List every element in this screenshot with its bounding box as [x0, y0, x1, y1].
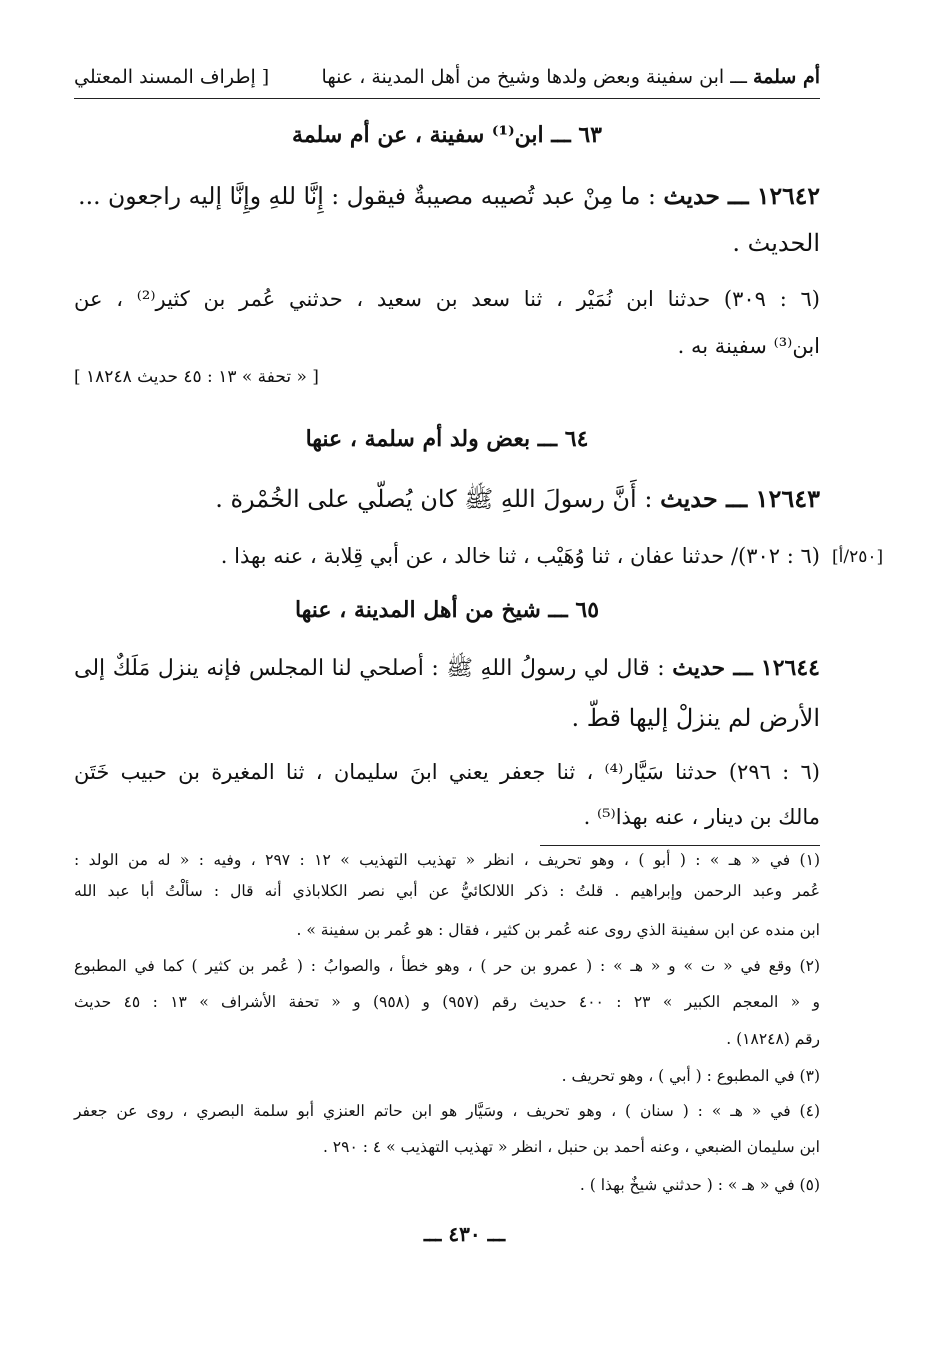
footnote-1-line-3: ابن منده عن ابن سفينة الذي روى عنه عُمر بن كثير ، فقال : هو عُمر بن سفينة » .: [296, 921, 820, 939]
footnote-1-line-1: (١) في « هـ » : ( أبو ) ، وهو تحريف ، انظر « تهذيب التهذيب » ١٢ : ٢٩٧ ، وفيه : « له من الولد :: [74, 851, 820, 869]
hadith-12644-line-2: الأرض لم ينزلْ إليها قطّ .: [571, 704, 820, 732]
tuhfa-reference: [ « تحفة » ١٣ : ٤٥ حديث ١٨٢٤٨ ]: [74, 367, 319, 387]
hadith-text: : ما مِنْ عبد تُصيبه مصيبةٌ فيقول : إِنَّا للهِ وإِنَّا إليه راجعون ...: [78, 182, 664, 210]
header-title-bold: أم سلمة: [752, 66, 820, 88]
hadith-12642-line-2: الحديث .: [732, 229, 820, 257]
chapter-heading-64: ٦٤ ـــ بعض ولد أم سلمة ، عنها: [305, 426, 589, 452]
page-number: ـــ ٤٣٠ ـــ: [423, 1222, 506, 1246]
hadith-number: ١٢٦٤٢ ـــ حديث: [663, 182, 820, 210]
footnote-separator: [540, 845, 820, 846]
chapter-heading-63: ٦٣ ـــ ابن⁽¹⁾ سفينة ، عن أم سلمة: [292, 122, 602, 148]
footnote-2-line-3: رقم (١٨٢٤٨) .: [726, 1030, 820, 1048]
footnote-4-line-2: ابن سليمان الضبعي ، وعنه أحمد بن حنبل ، انظر « تهذيب التهذيب » ٤ : ٢٩٠ .: [322, 1138, 820, 1156]
isnad-12644-line-2: مالك بن دينار ، عنه بهذا⁽⁵⁾ .: [583, 805, 820, 829]
isnad-12642-line-1: (٦ : ٣٠٩) حدثنا ابن نُمَيْر ، ثنا سعد بن سعيد ، حدثني عُمر بن كثير⁽²⁾ ، عن: [74, 287, 820, 311]
hadith-12644-line-1: [74, 654, 820, 686]
hadith-12642-line-1: [74, 182, 820, 210]
hadith-12643-line-1: [74, 484, 820, 519]
header-title-rest: ـــ ابن سفينة وبعض ولدها وشيخ من أهل المدينة ، عنها: [321, 66, 753, 88]
footnote-1-line-2: عُمر وعبد الرحمن وإبراهيم . قلتُ : ذكر اللالكائيُّ عن أبي نصر الكلاباذي أنه قال : سألْتُ أبا عبد الله: [74, 882, 820, 900]
isnad-12642-line-2: ابن⁽³⁾ سفينة به .: [677, 334, 820, 358]
footnote-2-line-2: و « المعجم الكبير » ٢٣ : ٤٠٠ حديث رقم (٩٥٧) و (٩٥٨) و « تحفة الأشراف » ١٣ : ٤٥ حديث: [74, 993, 820, 1011]
footnote-5: (٥) في « هـ » : ( حدثني شيخٌ بهذا ) .: [579, 1176, 820, 1194]
hadith-text: : قال لي رسولُ اللهِ ﷺ : أصلحي لنا المجلس فإنه ينزل مَلَكٌ إلى: [74, 656, 673, 681]
margin-folio-note: [٢٥٠/أ]: [832, 547, 884, 567]
chapter-heading-65: ٦٥ ـــ شيخ من أهل المدينة ، عنها: [294, 597, 600, 623]
running-header: [74, 66, 820, 99]
header-book-title: [ إطراف المسند المعتلي: [74, 66, 270, 88]
isnad-12644-line-1: (٦ : ٢٩٦) حدثنا سَيَّار⁽⁴⁾ ، ثنا جعفر يعني ابنَ سليمان ، ثنا المغيرة بن حبيب خَتَن: [74, 760, 820, 784]
footnote-4-line-1: (٤) في « هـ » : ( سنان ) ، وهو تحريف ، وسَيَّار هو ابن حاتم العنزي أبو سلمة البصري ، روى عن جعفر: [74, 1102, 820, 1120]
footnote-3: (٣) في المطبوع : ( أبي ) ، وهو تحريف .: [561, 1067, 820, 1085]
isnad-12643-line-1: (٦ : ٣٠٢)/ حدثنا عفان ، ثنا وُهَيْب ، ثنا خالد ، عن أبي قِلابة ، عنه بهذا .: [220, 544, 820, 568]
hadith-text: : أَنَّ رسولَ اللهِ ﷺ كان يُصلّي على الخُمْرة .: [215, 485, 661, 513]
footnote-2-line-1: (٢) وقع في « ت » و « هـ » : ( عمرو بن حر ) ، وهو خطأ ، والصوابُ : ( عُمر بن كثير ) كما في المطبوع: [74, 957, 820, 975]
hadith-number: ١٢٦٤٣ ـــ حديث: [660, 484, 820, 513]
hadith-number: ١٢٦٤٤ ـــ حديث: [672, 655, 820, 681]
header-title: [322, 66, 820, 98]
